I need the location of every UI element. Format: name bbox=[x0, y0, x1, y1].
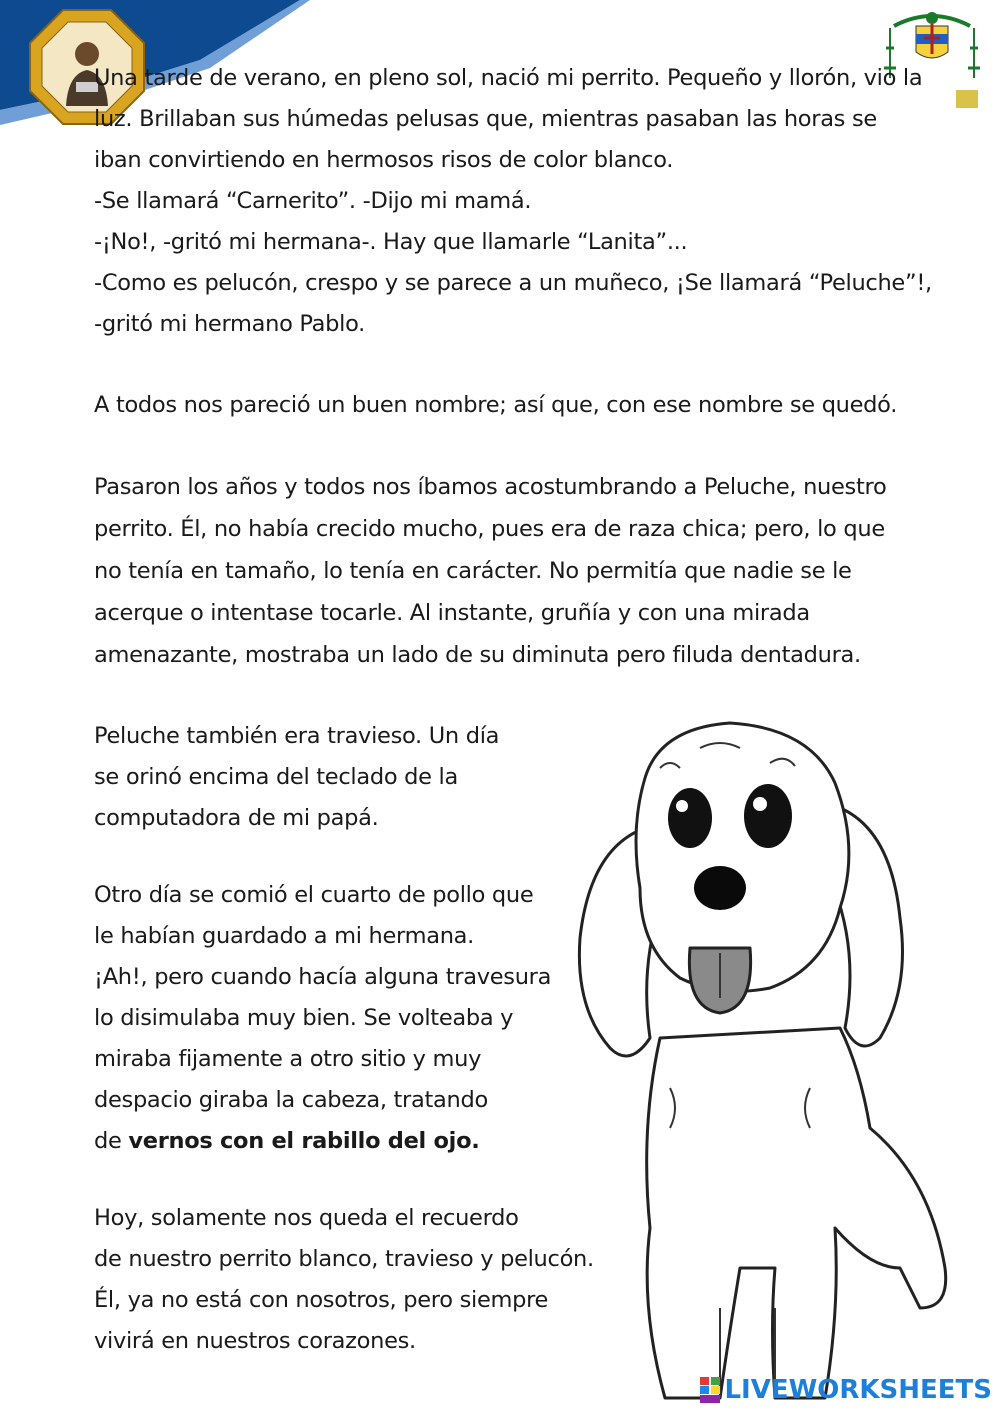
text-line: Peluche también era travieso. Un día bbox=[94, 723, 500, 749]
brand-name: LIVEWORKSHEETS bbox=[724, 1375, 992, 1405]
paragraph-name bbox=[94, 385, 954, 426]
text-line: -Se llamará “Carnerito”. -Dijo mi mamá. bbox=[94, 188, 532, 214]
liveworksheets-logo-icon bbox=[700, 1377, 720, 1403]
text-prefix: de bbox=[94, 1128, 129, 1154]
text-line: A todos nos pareció un buen nombre; así que, con ese nombre se quedó. bbox=[94, 392, 898, 418]
text-line: -Como es pelucón, crespo y se parece a un muñeco, ¡Se llamará “Peluche”!, bbox=[94, 270, 932, 296]
text-line: despacio giraba la cabeza, tratando bbox=[94, 1087, 488, 1113]
dog-illustration bbox=[570, 708, 980, 1408]
text-line: de nuestro perrito blanco, travieso y pelucón. bbox=[94, 1246, 594, 1272]
text-line: Él, ya no está con nosotros, pero siempre bbox=[94, 1287, 549, 1313]
text-line: vivirá en nuestros corazones. bbox=[94, 1328, 416, 1354]
text-line: Una tarde de verano, en pleno sol, nació mi perrito. Pequeño y llorón, vio la bbox=[94, 65, 923, 91]
text-line: computadora de mi papá. bbox=[94, 805, 379, 831]
text-line: acerque o intentase tocarle. Al instante, gruñía y con una mirada bbox=[94, 600, 810, 626]
text-line: lo disimulaba muy bien. Se volteaba y bbox=[94, 1005, 514, 1031]
text-line: Hoy, solamente nos queda el recuerdo bbox=[94, 1205, 519, 1231]
text-line: no tenía en tamaño, lo tenía en carácter. No permitía que nadie se le bbox=[94, 558, 852, 584]
text-line: perrito. Él, no había crecido mucho, pues era de raza chica; pero, lo que bbox=[94, 516, 885, 542]
text-line: le habían guardado a mi hermana. bbox=[94, 923, 475, 949]
text-line: -¡No!, -gritó mi hermana-. Hay que llamarle “Lanita”... bbox=[94, 229, 688, 255]
text-line: amenazante, mostraba un lado de su diminuta pero filuda dentadura. bbox=[94, 642, 861, 668]
text-line: Pasaron los años y todos nos íbamos acostumbrando a Peluche, nuestro bbox=[94, 474, 887, 500]
bold-phrase: vernos con el rabillo del ojo. bbox=[128, 1128, 480, 1154]
liveworksheets-brand[interactable] bbox=[700, 1373, 992, 1407]
text-line: -gritó mi hermano Pablo. bbox=[94, 311, 366, 337]
text-line: se orinó encima del teclado de la bbox=[94, 764, 458, 790]
text-line: luz. Brillaban sus húmedas pelusas que, mientras pasaban las horas se bbox=[94, 106, 877, 132]
text-line: miraba fijamente a otro sitio y muy bbox=[94, 1046, 482, 1072]
paragraph-character bbox=[94, 466, 954, 676]
text-line: iban convirtiendo en hermosos risos de color blanco. bbox=[94, 147, 674, 173]
text-line: Otro día se comió el cuarto de pollo que bbox=[94, 882, 534, 908]
text-line: ¡Ah!, pero cuando hacía alguna travesura bbox=[94, 964, 552, 990]
paragraph-birth bbox=[94, 58, 954, 345]
